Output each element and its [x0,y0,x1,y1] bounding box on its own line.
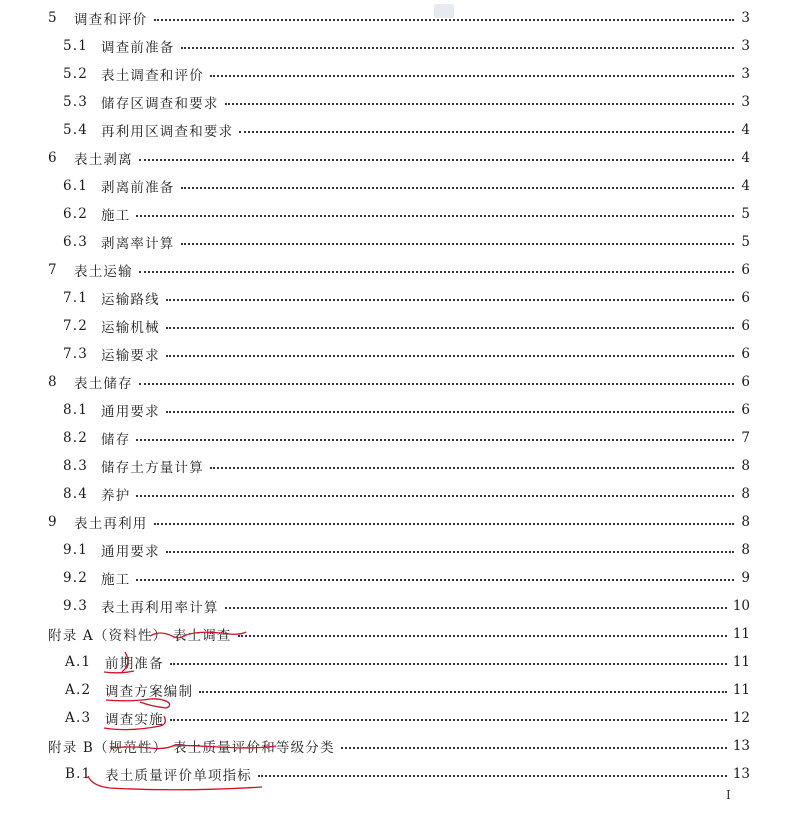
toc-dot-leader [166,355,734,357]
toc-entry-number: 5.4 [63,122,89,138]
toc-dot-leader [136,495,734,497]
toc-entry-number: 9.2 [63,570,89,586]
toc-entry-title: 储存土方量计算 [101,460,204,476]
toc-dot-leader [139,383,734,385]
toc-entry-title: 剥离前准备 [101,180,175,196]
toc-entry-title: 调查实施 [105,712,164,728]
toc-entry-page: 7 [741,430,750,446]
toc-dot-leader [136,215,734,217]
toc-entry-page: 3 [741,94,750,110]
toc-entry-page: 8 [741,514,750,530]
toc-dot-leader [239,131,734,133]
footer-page-number: I [726,788,731,802]
toc-entry-number: 9.1 [63,542,89,558]
toc-entry-title: 通用要求 [101,544,160,560]
toc-dot-leader [225,103,734,105]
toc-entry[interactable] [63,232,750,252]
toc-entry[interactable] [63,428,750,448]
toc-entry-page: 5 [741,206,750,222]
toc-dot-leader [181,243,735,245]
toc-entry-title: 表土调查和评价 [101,68,204,84]
toc-entry-page: 13 [732,738,750,754]
toc-entry[interactable] [63,456,750,476]
toc-entry-page: 3 [741,10,750,26]
toc-entry-title: 表土运输 [74,264,133,280]
toc-dot-leader [154,523,735,525]
toc-entry-page: 12 [732,710,750,726]
toc-entry[interactable] [63,400,750,420]
toc-dot-leader [258,775,727,777]
toc-entry-page: 6 [741,346,750,362]
toc-entry[interactable] [48,8,750,28]
toc-dot-leader [199,691,727,693]
toc-dot-leader [341,747,727,749]
toc-entry[interactable] [48,372,750,392]
toc-entry[interactable] [63,176,750,196]
toc-entry-title: 表土再利用率计算 [101,600,219,616]
toc-entry-number: 6 [48,150,58,166]
annotation-underline-a2 [106,699,170,708]
toc-entry-page: 4 [741,122,750,138]
toc-entry[interactable] [63,204,750,224]
toc-entry-page: 6 [741,374,750,390]
toc-entry-title: 施工 [101,208,131,224]
toc-entry[interactable] [63,484,750,504]
toc-entry-title: 调查和评价 [74,12,148,28]
toc-dot-leader [181,187,735,189]
toc-dot-leader [154,19,735,21]
toc-entry-page: 11 [732,626,750,642]
toc-entry[interactable] [63,540,750,560]
toc-entry-title: 养护 [101,488,131,504]
toc-dot-leader [238,635,727,637]
toc-dot-leader [136,439,734,441]
toc-entry-page: 11 [732,682,750,698]
toc-entry[interactable] [63,64,750,84]
toc-entry-title: 表土剥离 [74,152,133,168]
toc-entry-title: 储存 [101,432,131,448]
toc-entry-number: 6.1 [63,178,89,194]
toc-entry-title: 前期准备 [105,656,164,672]
toc-entry-number: 5.1 [63,38,89,54]
toc-entry-number: 5.3 [63,94,89,110]
toc-entry-title: 附录 A（资料性） 表土调查 [48,628,232,644]
toc-entry[interactable] [65,680,750,700]
toc-entry-title: 调查前准备 [101,40,175,56]
toc-entry[interactable] [63,596,750,616]
toc-entry-number: B.1 [65,766,92,782]
toc-entry[interactable] [48,148,750,168]
toc-entry[interactable] [63,288,750,308]
toc-entry-number: A.2 [65,682,92,698]
toc-entry[interactable] [63,316,750,336]
toc-dot-leader [166,299,734,301]
toc-entry[interactable] [63,36,750,56]
toc-entry[interactable] [63,92,750,112]
toc-entry-title: 表土储存 [74,376,133,392]
toc-entry-page: 8 [741,542,750,558]
toc-entry-title: 表土质量评价单项指标 [105,768,252,784]
toc-entry-page: 6 [741,402,750,418]
toc-dot-leader [170,663,727,665]
toc-entry-page: 6 [741,318,750,334]
toc-entry-number: 5.2 [63,66,89,82]
toc-entry-number: 8.3 [63,458,89,474]
toc-dot-leader [166,551,734,553]
toc-entry[interactable] [65,652,750,672]
toc-entry-number: 7.2 [63,318,89,334]
toc-entry-page: 4 [741,150,750,166]
toc-entry-page: 8 [741,458,750,474]
toc-entry-title: 运输要求 [101,348,160,364]
toc-entry-number: 9 [48,514,58,530]
toc-entry[interactable] [48,512,750,532]
toc-entry-page: 5 [741,234,750,250]
toc-entry[interactable] [65,764,750,784]
toc-entry-page: 11 [732,654,750,670]
toc-dot-leader [210,467,734,469]
toc-entry-title: 再利用区调查和要求 [101,124,234,140]
toc-entry-page: 10 [732,598,750,614]
toc-entry-number: 7 [48,262,58,278]
toc-dot-leader [170,719,727,721]
toc-entry-title: 剥离率计算 [101,236,175,252]
toc-entry-page: 4 [741,178,750,194]
toc-entry[interactable] [48,624,750,644]
toc-entry-number: 7.1 [63,290,89,306]
toc-dot-leader [139,159,734,161]
toc-dot-leader [139,271,734,273]
toc-entry-number: 9.3 [63,598,89,614]
toc-entry-page: 13 [732,766,750,782]
toc-dot-leader [225,607,727,609]
toc-entry-number: A.1 [65,654,92,670]
toc-entry-number: 6.2 [63,206,89,222]
toc-entry-number: 5 [48,10,58,26]
toc-dot-leader [210,75,734,77]
toc-entry[interactable] [63,120,750,140]
toc-entry-title: 表土再利用 [74,516,148,532]
toc-entry-page: 6 [741,262,750,278]
toc-entry-page: 6 [741,290,750,306]
toc-dot-leader [166,327,734,329]
toc-entry-page: 8 [741,486,750,502]
toc-entry[interactable] [65,708,750,728]
toc-entry[interactable] [48,260,750,280]
toc-entry-title: 调查方案编制 [105,684,194,700]
toc-entry-title: 附录 B（规范性） 表土质量评价和等级分类 [48,740,335,756]
toc-entry-title: 运输机械 [101,320,160,336]
toc-entry-title: 施工 [101,572,131,588]
toc-entry-page: 3 [741,66,750,82]
toc-entry-number: 8.4 [63,486,89,502]
toc-entry-title: 运输路线 [101,292,160,308]
toc-entry-number: 7.3 [63,346,89,362]
toc-entry[interactable] [63,568,750,588]
toc-entry[interactable] [63,344,750,364]
toc-entry-number: 8.2 [63,430,89,446]
toc-entry-number: 8.1 [63,402,89,418]
toc-entry-number: 8 [48,374,58,390]
toc-entry-number: 6.3 [63,234,89,250]
toc-entry-page: 9 [741,570,750,586]
toc-entry-title: 通用要求 [101,404,160,420]
toc-entry[interactable] [48,736,750,756]
toc-entry-page: 3 [741,38,750,54]
toc-dot-leader [181,47,735,49]
toc-dot-leader [136,579,734,581]
toc-entry-title: 储存区调查和要求 [101,96,219,112]
toc-dot-leader [166,411,734,413]
toc-entry-number: A.3 [65,710,92,726]
